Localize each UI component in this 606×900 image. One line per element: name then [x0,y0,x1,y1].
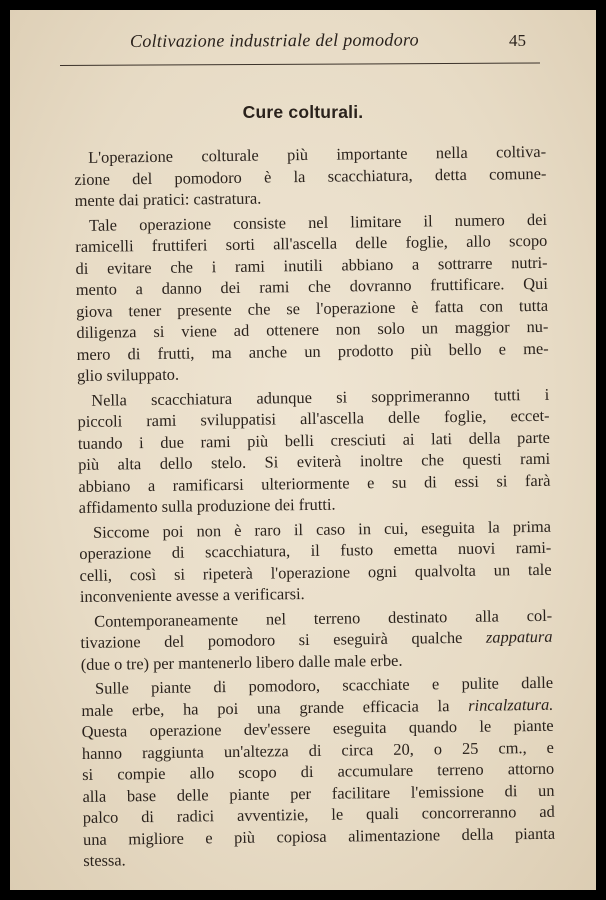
text-line: tuando i due rami più belli cresciuti ai lati della parte [77,427,550,453]
text-line: mente dai pratici: castratura. [74,188,262,210]
text-line: (due o tre) per mantenerlo libero dalle male erbe. [80,650,403,674]
running-title: Coltivazione industriale del pomodoro [129,29,419,51]
text-line: Sulle piante di pomodoro, scacchiate e pulite dalle [94,672,554,698]
text-line: mero di frutti, ma anche un prodotto più bello e me- [76,338,549,364]
text-span: tivazione del pomodoro si eseguirà qualche [80,627,487,652]
text-line: Nella scacchiatura adunque si sopprimeranno tutti i [91,384,550,410]
text-line: hanno raggiunta un'altezza di circa 20, o 25 cm., e [81,737,555,763]
paragraph-3 [77,383,551,518]
text-line: zione del pomodoro è la scacchiatura, detta comune- [74,163,547,189]
header-rule [60,62,540,66]
paragraph-1 [74,141,547,212]
text-line: inconveniente avesse a verificarsi. [79,584,305,606]
italic-term: zappatura [485,626,553,647]
text-line: palco di radici avventizie, le quali concorreranno ad [82,801,555,827]
text-line: diligenza si viene ad ottenere non solo un maggior nu- [76,316,549,342]
text-line: Contemporaneamente nel terreno destinato alla col- [94,605,553,631]
text-line: ramicelli fruttiferi sorti all'ascella delle foglie, allo scopo [75,230,548,256]
text-line: mento a danno dei rami che dovranno fruttificare. Qui [75,273,548,299]
section-heading: Cure colturali. [242,102,364,122]
paragraph-4 [79,515,552,607]
paragraph-6 [81,672,555,872]
book-page [10,10,596,890]
text-line: affidamento sulla produzione dei frutti. [78,494,336,517]
text-span: male erbe, ha poi una grande efficacia la [81,695,469,720]
text-line: più alta dello stelo. Si eviterà inoltre che questi rami [78,448,551,474]
text-line: glio sviluppato. [76,364,180,385]
text-line: una migliore e più copiosa alimentazione della pianta [82,823,556,849]
text-line: stessa. [83,850,126,870]
paragraph-5 [80,604,553,675]
running-head [60,31,540,71]
italic-term: rincalzatura. [468,694,554,715]
body-text [74,141,555,872]
text-line: alla base delle piante per facilitare l'emissione di un [82,780,555,806]
text-line: abbiano a ramificarsi ulteriormente e su di essi si farà [78,470,551,496]
text-line: giova tener presente che se l'operazione è fatta con tutta [76,295,549,321]
text-line: Questa operazione dev'essere eseguita quando le piante [81,715,554,741]
page-number: 45 [509,31,526,50]
text-line: Tale operazione consiste nel limitare il numero dei [88,209,548,235]
text-line: celli, così si ripeterà l'operazione ogni qualvolta un tale [79,559,552,585]
paragraph-2 [75,208,549,386]
text-line: L'operazione colturale più importante nella coltiva- [88,141,547,167]
text-line: si compie allo scopo di accumulare terreno attorno [82,758,555,784]
text-line: piccoli rami sviluppatisi all'ascella delle foglie, eccet- [77,405,550,431]
text-line: di evitare che i rami inutili abbiano a sottrarre nutri- [75,252,548,278]
text-line: operazione di scacchiatura, il fusto emetta nuovi rami- [79,537,552,563]
text-line: Siccome poi non è raro il caso in cui, eseguita la prima [92,516,552,542]
